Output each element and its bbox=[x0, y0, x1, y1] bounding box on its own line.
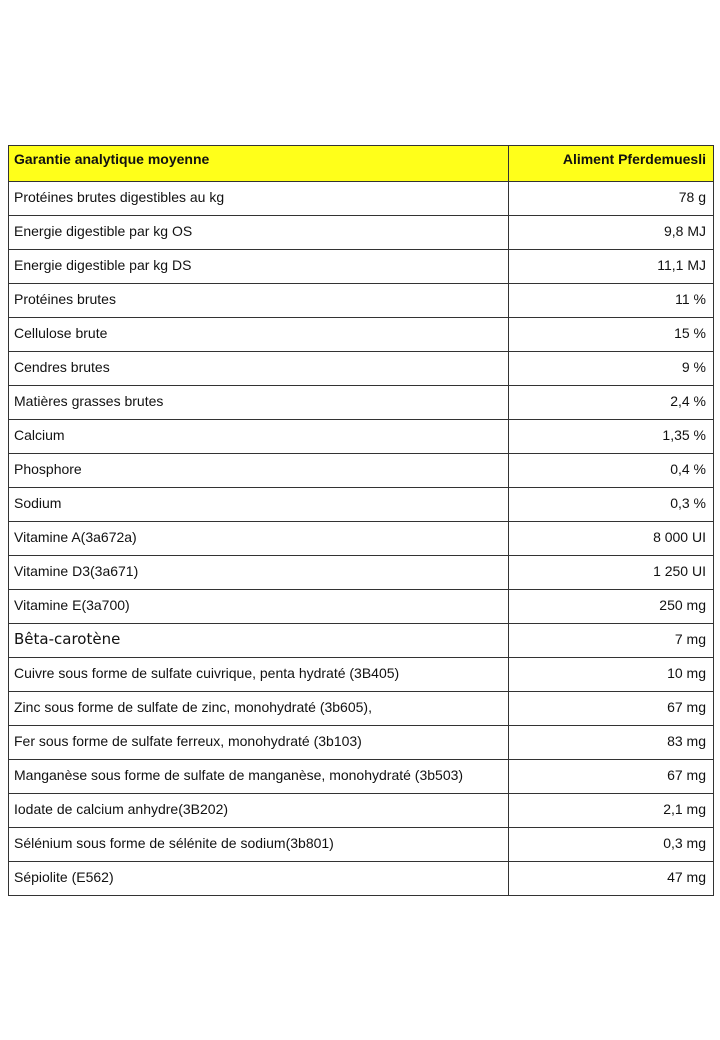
table-header-row bbox=[9, 146, 713, 182]
row-label: Sodium bbox=[9, 488, 509, 521]
row-label: Cendres brutes bbox=[9, 352, 509, 385]
row-value: 9,8 MJ bbox=[663, 223, 706, 239]
header-label: Garantie analytique moyenne bbox=[9, 146, 509, 181]
row-label: Phosphore bbox=[9, 454, 509, 487]
row-label: Calcium bbox=[9, 420, 509, 453]
row-value: 1,35 % bbox=[662, 427, 706, 443]
row-label: Matières grasses brutes bbox=[9, 386, 509, 419]
row-value: 250 mg bbox=[659, 597, 706, 613]
row-label: Vitamine E(3a700) bbox=[9, 590, 509, 623]
row-label: Energie digestible par kg DS bbox=[9, 250, 509, 283]
row-value: 78 g bbox=[678, 189, 706, 205]
table-row bbox=[9, 658, 713, 692]
row-value: 67 mg bbox=[667, 767, 706, 783]
row-value: 47 mg bbox=[667, 869, 706, 885]
row-value: 8 000 UI bbox=[653, 529, 706, 545]
table-row bbox=[9, 794, 713, 828]
table-row bbox=[9, 760, 713, 794]
row-value: 11,1 MJ bbox=[657, 257, 706, 273]
row-value: 67 mg bbox=[667, 699, 706, 715]
table-row bbox=[9, 828, 713, 862]
row-value: 15 % bbox=[674, 325, 706, 341]
table-row bbox=[9, 488, 713, 522]
table-row bbox=[9, 862, 713, 896]
row-label: Sélénium sous forme de sélénite de sodium(3b801) bbox=[9, 828, 509, 861]
row-label: Cuivre sous forme de sulfate cuivrique, penta hydraté (3B405) bbox=[9, 658, 509, 691]
table-row bbox=[9, 692, 713, 726]
row-value: 11 % bbox=[675, 291, 706, 307]
row-label: Iodate de calcium anhydre(3B202) bbox=[9, 794, 509, 827]
table-row bbox=[9, 590, 713, 624]
table-row bbox=[9, 216, 713, 250]
row-label: Cellulose brute bbox=[9, 318, 509, 351]
row-value: 2,4 % bbox=[670, 393, 706, 409]
row-label: Bêta-carotène bbox=[9, 624, 509, 657]
table-row bbox=[9, 182, 713, 216]
row-label: Protéines brutes digestibles au kg bbox=[9, 182, 509, 215]
row-value: 0,4 % bbox=[670, 461, 706, 477]
row-label: Energie digestible par kg OS bbox=[9, 216, 509, 249]
row-value: 83 mg bbox=[667, 733, 706, 749]
row-label: Protéines brutes bbox=[9, 284, 509, 317]
row-value: 10 mg bbox=[667, 665, 706, 681]
table-row bbox=[9, 318, 713, 352]
table-row bbox=[9, 624, 713, 658]
row-label: Zinc sous forme de sulfate de zinc, monohydraté (3b605), bbox=[9, 692, 509, 725]
table-row bbox=[9, 352, 713, 386]
header-value: Aliment Pferdemuesli bbox=[562, 151, 706, 167]
analytics-table bbox=[8, 145, 714, 896]
row-value: 9 % bbox=[681, 359, 706, 375]
row-label: Manganèse sous forme de sulfate de manganèse, monohydraté (3b503) bbox=[9, 760, 509, 793]
table-row bbox=[9, 454, 713, 488]
row-label: Vitamine A(3a672a) bbox=[9, 522, 509, 555]
table-row bbox=[9, 386, 713, 420]
table-row bbox=[9, 726, 713, 760]
row-label: Sépiolite (E562) bbox=[9, 862, 509, 895]
table-row bbox=[9, 284, 713, 318]
row-value: 1 250 UI bbox=[653, 563, 706, 579]
row-label: Vitamine D3(3a671) bbox=[9, 556, 509, 589]
row-value: 2,1 mg bbox=[663, 801, 706, 817]
row-label: Fer sous forme de sulfate ferreux, monohydraté (3b103) bbox=[9, 726, 509, 759]
row-value: 0,3 % bbox=[670, 495, 706, 511]
table-row bbox=[9, 250, 713, 284]
table-row bbox=[9, 556, 713, 590]
row-value: 0,3 mg bbox=[663, 835, 706, 851]
row-value: 7 mg bbox=[674, 631, 706, 647]
table-row bbox=[9, 522, 713, 556]
table-row bbox=[9, 420, 713, 454]
